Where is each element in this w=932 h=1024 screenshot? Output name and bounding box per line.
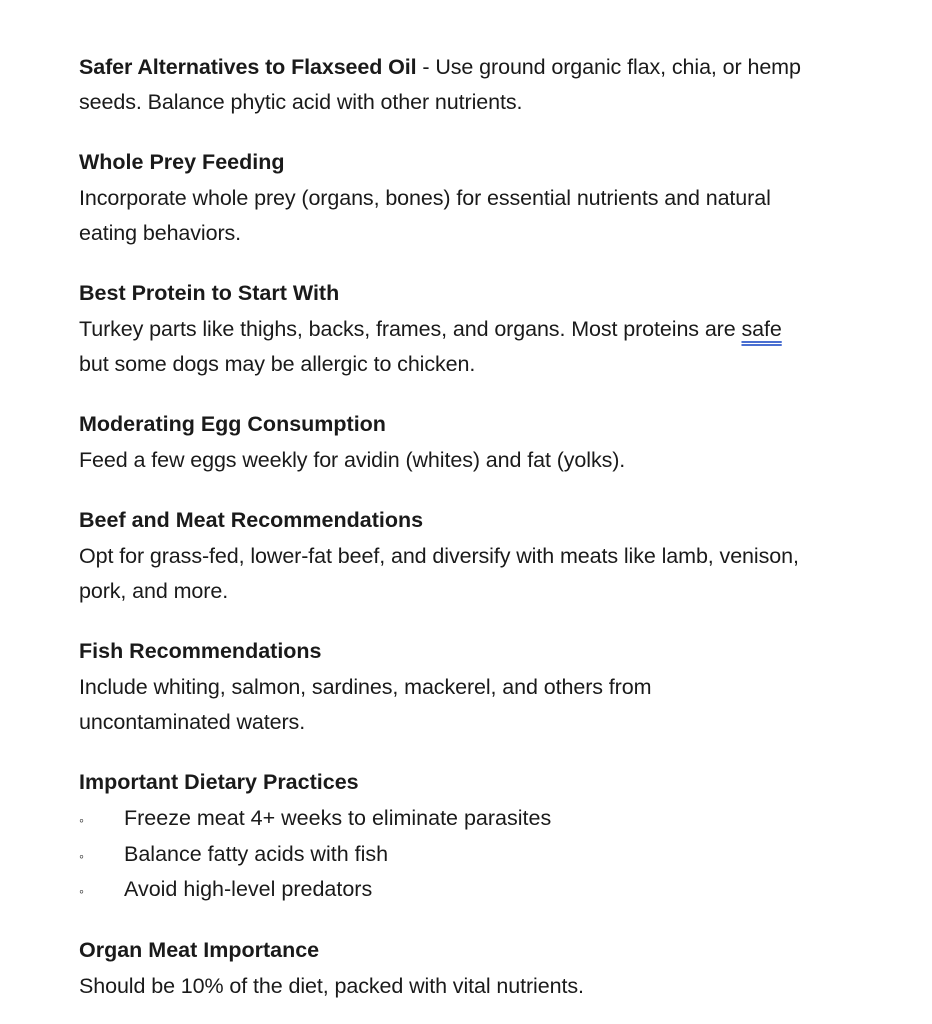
list-item-text: Freeze meat 4+ weeks to eliminate parasites <box>124 806 552 830</box>
section-organ-meat <box>79 933 852 1004</box>
bullet-icon: ◦ <box>79 812 84 828</box>
paragraph-line: eating behaviors. <box>79 221 242 245</box>
paragraph-line <box>79 50 852 85</box>
paragraph-line: uncontaminated waters. <box>79 710 306 734</box>
list-item <box>79 801 852 837</box>
section-heading: Fish Recommendations <box>79 639 322 663</box>
paragraph-line: Include whiting, salmon, sardines, mackerel, and others from <box>79 675 652 699</box>
paragraph-line: Feed a few eggs weekly for avidin (whites) and fat (yolks). <box>79 448 626 472</box>
section-flaxseed-alternatives <box>79 50 852 120</box>
section-heading: Moderating Egg Consumption <box>79 412 386 436</box>
section-heading: Important Dietary Practices <box>79 770 359 794</box>
list-item <box>79 872 852 908</box>
grammar-flagged-word[interactable]: safe <box>741 317 782 341</box>
list-item-text: Avoid high-level predators <box>124 877 373 901</box>
section-heading: Whole Prey Feeding <box>79 150 285 174</box>
bullet-icon: ◦ <box>79 847 84 864</box>
section-fish <box>79 634 852 740</box>
section-best-protein <box>79 276 852 382</box>
section-dietary-practices <box>79 765 852 908</box>
section-beef-meat <box>79 503 852 609</box>
paragraph-line: seeds. Balance phytic acid with other nutrients. <box>79 90 523 114</box>
bullet-list <box>79 801 852 908</box>
paragraph-line: Incorporate whole prey (organs, bones) for essential nutrients and natural <box>79 186 771 210</box>
paragraph-line: Should be 10% of the diet, packed with vital nutrients. <box>79 973 584 998</box>
paragraph-line: Opt for grass-fed, lower-fat beef, and diversify with meats like lamb, venison, <box>79 544 799 568</box>
section-heading: Best Protein to Start With <box>79 281 340 305</box>
section-heading: Beef and Meat Recommendations <box>79 508 424 532</box>
section-heading: Organ Meat Importance <box>79 937 320 962</box>
paragraph-line <box>79 312 852 347</box>
heading-separator: - <box>416 55 436 79</box>
list-item <box>79 837 852 873</box>
paragraph-text: Turkey parts like thighs, backs, frames, and organs. Most proteins are <box>79 317 742 341</box>
paragraph-line: pork, and more. <box>79 579 229 603</box>
paragraph-line: but some dogs may be allergic to chicken. <box>79 352 476 376</box>
bullet-icon: ◦ <box>79 883 84 899</box>
section-heading: Safer Alternatives to Flaxseed Oil <box>79 55 417 79</box>
section-egg-consumption <box>79 407 852 478</box>
section-whole-prey <box>79 145 852 251</box>
paragraph-text: Use ground organic flax, chia, or hemp <box>435 55 801 79</box>
list-item-text: Balance fatty acids with fish <box>124 841 389 866</box>
